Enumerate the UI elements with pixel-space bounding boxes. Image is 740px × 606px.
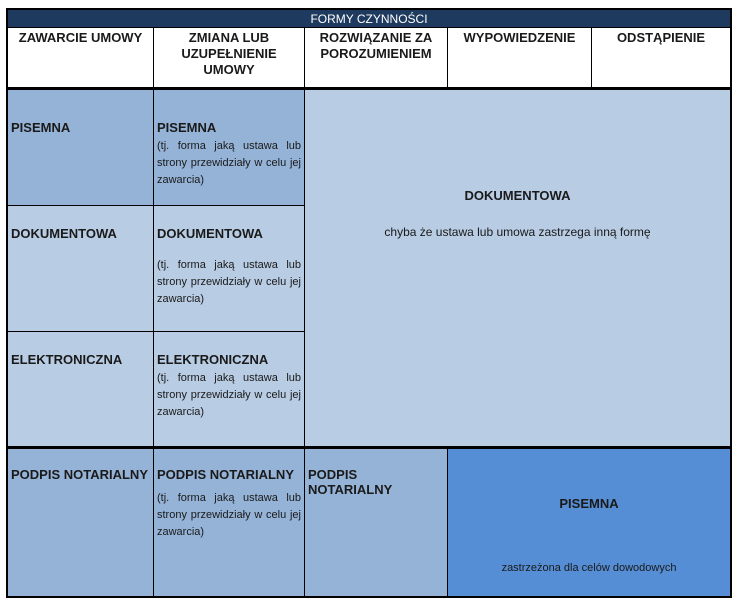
note-zmiana-elektroniczna: (tj. forma jaką ustawa lub strony przewidziały w celu jej zawarcia) (157, 372, 301, 418)
cell-rozwiazanie-notarialny (305, 447, 448, 596)
note-zmiana-dokumentowa: (tj. forma jaką ustawa lub strony przewidziały w celu jej zawarcia) (157, 259, 301, 305)
label-zawarcie-pisemna: PISEMNA (11, 120, 71, 135)
merged-dokumentowa-title: DOKUMENTOWA (464, 188, 571, 203)
cell-zmiana-pisemna (154, 88, 305, 206)
cell-zawarcie-notarialny (8, 447, 154, 596)
header-zawarcie: ZAWARCIE UMOWY (8, 28, 154, 88)
header-rozwiazanie: ROZWIĄZANIE ZA POROZUMIENIEM (305, 28, 448, 88)
label-zawarcie-elektroniczna: ELEKTRONICZNA (11, 352, 123, 367)
table-title: FORMY CZYNNOŚCI (8, 10, 730, 28)
cell-zmiana-notarialny (154, 447, 305, 596)
merged-pisemna (448, 447, 730, 596)
label-zmiana-notarialny: PODPIS NOTARIALNY (157, 467, 294, 482)
header-wypowiedzenie: WYPOWIEDZENIE (448, 28, 592, 88)
note-zmiana-pisemna: (tj. forma jaką ustawa lub strony przewidziały w celu jej zawarcia) (157, 140, 301, 186)
label-rozwiazanie-notarialny: PODPIS NOTARIALNY (308, 467, 393, 497)
header-odstapienie: ODSTĄPIENIE (592, 28, 730, 88)
merged-dokumentowa-sub: chyba że ustawa lub umowa zastrzega inną formę (384, 225, 651, 239)
merged-dokumentowa (305, 88, 730, 447)
cell-zawarcie-elektroniczna (8, 332, 154, 447)
cell-zmiana-elektroniczna (154, 332, 305, 447)
label-zmiana-elektroniczna: ELEKTRONICZNA (157, 352, 269, 367)
header-zmiana: ZMIANA LUB UZUPEŁNIENIE UMOWY (154, 28, 305, 88)
cell-zawarcie-dokumentowa (8, 206, 154, 332)
forms-table (6, 8, 732, 598)
label-zawarcie-dokumentowa: DOKUMENTOWA (11, 226, 117, 241)
merged-pisemna-title: PISEMNA (559, 496, 619, 511)
label-zawarcie-notarialny: PODPIS NOTARIALNY (11, 467, 148, 482)
merged-pisemna-sub: zastrzeżona dla celów dowodowych (501, 562, 677, 574)
cell-zawarcie-pisemna (8, 88, 154, 206)
note-zmiana-notarialny: (tj. forma jaką ustawa lub strony przewidziały w celu jej zawarcia) (157, 492, 301, 538)
label-zmiana-pisemna: PISEMNA (157, 120, 217, 135)
label-zmiana-dokumentowa: DOKUMENTOWA (157, 226, 263, 241)
cell-zmiana-dokumentowa (154, 206, 305, 332)
